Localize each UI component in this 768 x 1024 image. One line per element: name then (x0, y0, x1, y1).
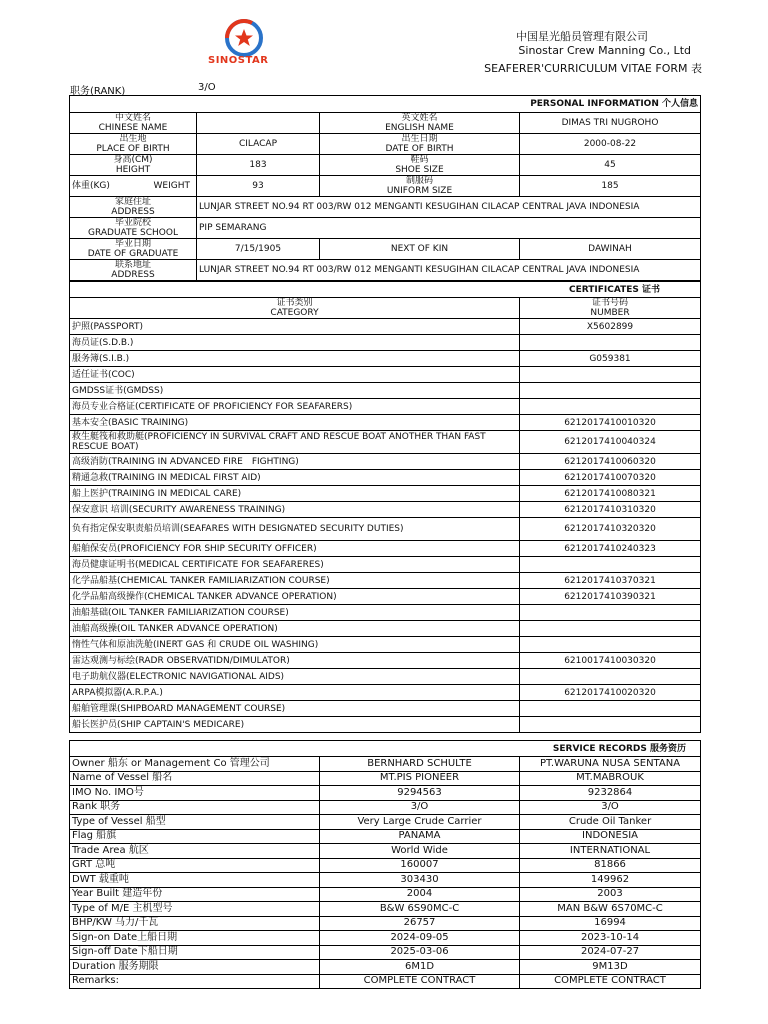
shoe-label: 鞋码 SHOE SIZE (320, 155, 520, 176)
service-field-label: GRT 总吨 (70, 858, 320, 873)
shoe-value: 45 (520, 155, 701, 176)
certificate-number (520, 605, 701, 621)
service-row (70, 800, 701, 815)
service-row (70, 786, 701, 801)
dob-label: 出生日期 DATE OF BIRTH (320, 134, 520, 155)
certificate-row (70, 637, 701, 653)
pob-label: 出生地 PLACE OF BIRTH (70, 134, 197, 155)
service-row (70, 902, 701, 917)
service-value-2: 9232864 (520, 786, 701, 801)
certificate-number (520, 383, 701, 399)
service-field-label: DWT 载重吨 (70, 873, 320, 888)
certificate-number (520, 717, 701, 733)
certificate-row (70, 351, 701, 367)
pob-value: CILACAP (197, 134, 320, 155)
certificate-name: 惰性气体和原油洗舱(INERT GAS 和 CRUDE OIL WASHING) (70, 637, 520, 653)
kin-value: DAWINAH (520, 239, 701, 260)
service-value-1: 9294563 (320, 786, 520, 801)
certificate-name: 化学品船高级操作(CHEMICAL TANKER ADVANCE OPERATION) (70, 589, 520, 605)
certificate-number: 6212017410370321 (520, 573, 701, 589)
certificate-name: 电子助航仪器(ELECTRONIC NAVIGATIONAL AIDS) (70, 669, 520, 685)
certificate-number (520, 367, 701, 383)
service-field-label: Owner 船东 or Management Co 管理公司 (70, 757, 320, 772)
certificate-number: 6212017410070320 (520, 470, 701, 486)
service-field-label: Sign-on Date上船日期 (70, 931, 320, 946)
uniform-value: 185 (520, 176, 701, 197)
service-value-2: 3/O (520, 800, 701, 815)
service-row (70, 873, 701, 888)
certificate-row (70, 541, 701, 557)
service-value-1: 2004 (320, 887, 520, 902)
certificate-name: 船舶管理课(SHIPBOARD MANAGEMENT COURSE) (70, 701, 520, 717)
certificate-row (70, 335, 701, 351)
service-row (70, 844, 701, 859)
address2-value: LUNJAR STREET NO.94 RT 003/RW 012 MENGANTI KESUGIHAN CILACAP CENTRAL JAVA INDONESIA (197, 260, 701, 281)
service-row (70, 829, 701, 844)
certificate-name: 精通急救(TRAINING IN MEDICAL FIRST AID) (70, 470, 520, 486)
service-value-2: MT.MABROUK (520, 771, 701, 786)
certificate-number: 6212017410020320 (520, 685, 701, 701)
service-field-label: IMO No. IMO号 (70, 786, 320, 801)
service-field-label: Duration 服务期限 (70, 960, 320, 975)
certificate-number (520, 669, 701, 685)
rank-value: 3/O (198, 82, 216, 93)
certificate-number (520, 621, 701, 637)
service-value-2: 81866 (520, 858, 701, 873)
certificate-row (70, 502, 701, 518)
service-value-2: Crude Oil Tanker (520, 815, 701, 830)
certificate-number (520, 399, 701, 415)
service-value-1: Very Large Crude Carrier (320, 815, 520, 830)
certificate-name: 海员证(S.D.B.) (70, 335, 520, 351)
service-field-label: BHP/KW 马力/千瓦 (70, 916, 320, 931)
certificate-row (70, 454, 701, 470)
certificate-number: 6212017410240323 (520, 541, 701, 557)
service-field-label: Name of Vessel 船名 (70, 771, 320, 786)
certificate-row (70, 621, 701, 637)
service-field-label: Sign-off Date下船日期 (70, 945, 320, 960)
certificate-name: 负有指定保安职责船员培训(SEAFARES WITH DESIGNATED SECURITY DUTIES) (70, 518, 520, 541)
chinese-name-value (197, 113, 320, 134)
certificate-number: 6212017410310320 (520, 502, 701, 518)
service-row (70, 858, 701, 873)
service-row (70, 887, 701, 902)
service-row (70, 916, 701, 931)
certificate-number (520, 701, 701, 717)
certificate-row (70, 605, 701, 621)
service-value-1: BERNHARD SCHULTE (320, 757, 520, 772)
certificate-row (70, 573, 701, 589)
service-row (70, 931, 701, 946)
service-field-label: Trade Area 航区 (70, 844, 320, 859)
certificate-number (520, 637, 701, 653)
certificates-table (69, 281, 701, 733)
english-name-value: DIMAS TRI NUGROHO (520, 113, 701, 134)
service-value-1: MT.PIS PIONEER (320, 771, 520, 786)
service-field-label: Remarks: (70, 974, 320, 989)
certificate-row (70, 431, 701, 454)
service-value-2: 9M13D (520, 960, 701, 975)
service-value-2: 2023-10-14 (520, 931, 701, 946)
service-value-1: 160007 (320, 858, 520, 873)
certificate-number: 6212017410040324 (520, 431, 701, 454)
certificate-row (70, 685, 701, 701)
dog-label: 毕业日期 DATE OF GRADUATE (70, 239, 197, 260)
service-row (70, 974, 701, 989)
service-value-1: COMPLETE CONTRACT (320, 974, 520, 989)
certificate-number: G059381 (520, 351, 701, 367)
service-value-2: 149962 (520, 873, 701, 888)
certificate-name: 船长医护员(SHIP CAPTAIN'S MEDICARE) (70, 717, 520, 733)
personal-info-table (69, 95, 701, 281)
number-header: 证书号码 NUMBER (520, 298, 701, 319)
certificate-row (70, 470, 701, 486)
service-row (70, 945, 701, 960)
service-value-1: 2025-03-06 (320, 945, 520, 960)
service-value-1: 303430 (320, 873, 520, 888)
certificate-name: 化学品船基(CHEMICAL TANKER FAMILIARIZATION COURSE) (70, 573, 520, 589)
address-label: 家庭住址 ADDRESS (70, 197, 197, 218)
certificate-row (70, 717, 701, 733)
service-field-label: Flag 船旗 (70, 829, 320, 844)
service-value-2: 2024-07-27 (520, 945, 701, 960)
address-value: LUNJAR STREET NO.94 RT 003/RW 012 MENGANTI KESUGIHAN CILACAP CENTRAL JAVA INDONESIA (197, 197, 701, 218)
certificate-number: 6212017410320320 (520, 518, 701, 541)
service-value-2: MAN B&W 6S70MC-C (520, 902, 701, 917)
rank-label: 职务(RANK) (70, 86, 126, 97)
certificate-row (70, 701, 701, 717)
certificate-number (520, 335, 701, 351)
certificate-name: 船舶保安员(PROFICIENCY FOR SHIP SECURITY OFFICER) (70, 541, 520, 557)
service-value-1: 26757 (320, 916, 520, 931)
certificate-name: 适任证书(COC) (70, 367, 520, 383)
section-title-personal: PERSONAL INFORMATION 个人信息 (70, 96, 701, 113)
certificate-row (70, 589, 701, 605)
school-value: PIP SEMARANG (197, 218, 701, 239)
certificate-row (70, 653, 701, 669)
dob-value: 2000-08-22 (520, 134, 701, 155)
certificate-name: 油船高级操(OIL TANKER ADVANCE OPERATION) (70, 621, 520, 637)
service-field-label: Rank 职务 (70, 800, 320, 815)
certificate-number: 6212017410080321 (520, 486, 701, 502)
service-field-label: Year Built 建造年份 (70, 887, 320, 902)
service-value-2: INTERNATIONAL (520, 844, 701, 859)
certificate-name: 海员健康证明书(MEDICAL CERTIFICATE FOR SEAFARERES) (70, 557, 520, 573)
certificate-name: GMDSS证书(GMDSS) (70, 383, 520, 399)
service-row (70, 771, 701, 786)
certificate-name: 保安意识 培训(SECURITY AWARENESS TRAINING) (70, 502, 520, 518)
certificate-name: 基本安全(BASIC TRAINING) (70, 415, 520, 431)
certificate-row (70, 367, 701, 383)
service-value-2: 2003 (520, 887, 701, 902)
logo-wordmark: SINOSTAR (208, 55, 269, 66)
kin-label: NEXT OF KIN (320, 239, 520, 260)
certificate-name: 海员专业合格证(CERTIFICATE OF PROFICIENCY FOR SEAFARERS) (70, 399, 520, 415)
certificate-name: 高级消防(TRAINING IN ADVANCED FIRE FIGHTING) (70, 454, 520, 470)
certificate-row (70, 486, 701, 502)
service-records-table (69, 740, 701, 989)
form-title: SEAFERER'CURRICULUM VITAE FORM 表 (484, 62, 702, 75)
certificate-row (70, 518, 701, 541)
certificate-row (70, 399, 701, 415)
certificate-number: 6210017410030320 (520, 653, 701, 669)
certificate-number: 6212017410390321 (520, 589, 701, 605)
certificate-number (520, 557, 701, 573)
section-title-service: SERVICE RECORDS 服务资历 (70, 741, 701, 757)
service-value-1: PANAMA (320, 829, 520, 844)
certificate-name: 雷达观测与标绘(RADR OBSERVATIDN/DIMULATOR) (70, 653, 520, 669)
service-value-1: World Wide (320, 844, 520, 859)
company-name-cn: 中国星光船员管理有限公司 (516, 30, 648, 43)
section-title-certificates: CERTIFICATES 证书 (70, 282, 701, 298)
certificate-name: 服务簿(S.I.B.) (70, 351, 520, 367)
certificate-name: 救生艇筏和救助艇(PROFICIENCY IN SURVIVAL CRAFT AND RESCUE BOAT ANOTHER THAN FAST RESCUE BOAT) (70, 431, 520, 454)
certificate-name: 船上医护(TRAINING IN MEDICAL CARE) (70, 486, 520, 502)
certificate-row (70, 383, 701, 399)
service-field-label: Type of M/E 主机型号 (70, 902, 320, 917)
service-row (70, 757, 701, 772)
service-value-1: 3/O (320, 800, 520, 815)
height-label: 身高(CM) HEIGHT (70, 155, 197, 176)
certificate-row (70, 415, 701, 431)
certificate-name: 护照(PASSPORT) (70, 319, 520, 335)
certificate-number: X5602899 (520, 319, 701, 335)
service-value-2: COMPLETE CONTRACT (520, 974, 701, 989)
service-value-2: INDONESIA (520, 829, 701, 844)
address2-label: 联系地址 ADDRESS (70, 260, 197, 281)
certificate-number: 6212017410060320 (520, 454, 701, 470)
service-value-2: 16994 (520, 916, 701, 931)
certificate-row (70, 319, 701, 335)
english-name-label: 英文姓名 ENGLISH NAME (320, 113, 520, 134)
service-value-1: 6M1D (320, 960, 520, 975)
height-value: 183 (197, 155, 320, 176)
chinese-name-label: 中文姓名 CHINESE NAME (70, 113, 197, 134)
service-value-1: B&W 6S90MC-C (320, 902, 520, 917)
weight-label: 体重(KG) WEIGHT (70, 176, 197, 197)
certificate-number: 6212017410010320 (520, 415, 701, 431)
uniform-label: 制服码 UNIFORM SIZE (320, 176, 520, 197)
certificate-name: ARPA模拟器(A.R.P.A.) (70, 685, 520, 701)
certificate-row (70, 669, 701, 685)
dog-value: 7/15/1905 (197, 239, 320, 260)
service-value-1: 2024-09-05 (320, 931, 520, 946)
service-row (70, 960, 701, 975)
service-field-label: Type of Vessel 船型 (70, 815, 320, 830)
certificate-name: 油船基础(OIL TANKER FAMILIARIZATION COURSE) (70, 605, 520, 621)
school-label: 毕业院校 GRADUATE SCHOOL (70, 218, 197, 239)
certificate-row (70, 557, 701, 573)
weight-value: 93 (197, 176, 320, 197)
company-name-en: Sinostar Crew Manning Co., Ltd (518, 44, 691, 57)
category-header: 证书类别 CATEGORY (70, 298, 520, 319)
service-row (70, 815, 701, 830)
service-value-2: PT.WARUNA NUSA SENTANA (520, 757, 701, 772)
